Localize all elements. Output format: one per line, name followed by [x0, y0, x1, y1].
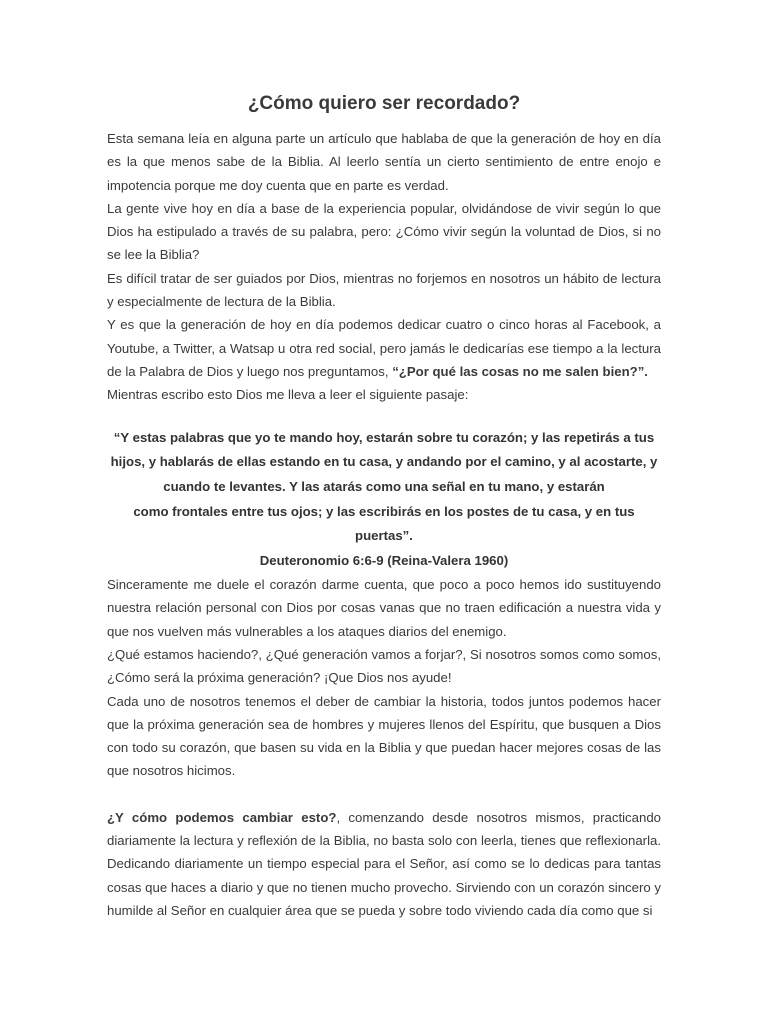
paragraph-questions: ¿Qué estamos haciendo?, ¿Qué generación vamos a forjar?, Si nosotros somos como somos, ¿Cómo será la próxima generación? ¡Que Dios nos ayude! — [107, 646, 661, 686]
paragraph-reading-habit: Es difícil tratar de ser guiados por Dios, mientras no forjemos en nosotros un hábito de lectura y especialmente de lectura de la Biblia. — [107, 270, 661, 310]
document-body — [107, 90, 661, 922]
paragraph-passage-intro: Mientras escribo esto Dios me lleva a leer el siguiente pasaje: — [107, 387, 469, 403]
scripture-quote — [107, 426, 661, 550]
quote-line: hijos, y hablarás de ellas estando en tu casa, y andando por el camino, y al acostarte, y — [110, 454, 658, 470]
scripture-reference: Deuteronomio 6:6-9 (Reina-Valera 1960) — [259, 553, 509, 569]
page-title: ¿Cómo quiero ser recordado? — [247, 93, 521, 114]
quote-line: como frontales entre tus ojos; y las escribirás en los postes de tu casa, y en tus — [133, 503, 635, 519]
paragraph-how-to-change-text: , comenzando desde nosotros mismos, practicando diariamente la lectura y reflexión de la Biblia, no basta solo con leerla, tienes que reflexionarla. Dedicando diariamente un tiempo especial para el Señor, así como se lo dedicas para tantas cosas que haces a diario y que no tienen mucho provecho. Sirviendo con un corazón sincero y humilde al Señor en cualquier área que se pueda y sobre todo viviendo cada día como que si — [107, 809, 661, 918]
paragraph-social-media-text: Y es que la generación de hoy en día podemos dedicar cuatro o cinco horas al Facebook, a Youtube, a Twitter, a Watsap u otra red social, pero jamás le dedicarías ese tiempo a la lectura de la Palabra de Dios y luego nos preguntamos, — [107, 317, 661, 379]
quote-line: cuando te levantes. Y las atarás como una señal en tu mano, y estarán — [163, 478, 605, 494]
paragraph-change-history: Cada uno de nosotros tenemos el deber de cambiar la historia, todos juntos podemos hacer que la próxima generación sea de hombres y mujeres llenos del Espíritu, que busquen a Dios con todo su corazón, que basen su vida en la Biblia y que puedan hacer mejores cosas de las que nosotros hicimos. — [107, 693, 661, 779]
paragraph-spacer — [107, 783, 661, 806]
paragraph-how-to-change — [107, 806, 661, 922]
paragraph-social-media-question: “¿Por qué las cosas no me salen bien?”. — [392, 363, 648, 379]
quote-line: puertas”. — [355, 528, 413, 544]
paragraph-how-to-change-question: ¿Y cómo podemos cambiar esto? — [107, 809, 337, 825]
paragraph-heart-pain: Sinceramente me duele el corazón darme cuenta, que poco a poco hemos ido sustituyendo nuestra relación personal con Dios por cosas vanas que no traen edificación a nuestra vida y que nos vuelven más vulnerables a los ataques diarios del enemigo. — [107, 577, 661, 639]
paragraph-intro: Esta semana leía en alguna parte un artículo que hablaba de que la generación de hoy en día es la que menos sabe de la Biblia. Al leerlo sentía un cierto sentimiento de entre enojo e impotencia porque me doy cuenta que en parte es verdad. — [107, 131, 661, 193]
quote-line: “Y estas palabras que yo te mando hoy, estarán sobre tu corazón; y las repetirás a tus — [113, 429, 655, 445]
paragraph-social-media — [107, 313, 661, 383]
paragraph-popular-experience: La gente vive hoy en día a base de la experiencia popular, olvidándose de vivir según lo que Dios ha estipulado a través de su palabra, pero: ¿Cómo vivir según la voluntad de Dios, si no se lee la Biblia? — [107, 200, 661, 263]
